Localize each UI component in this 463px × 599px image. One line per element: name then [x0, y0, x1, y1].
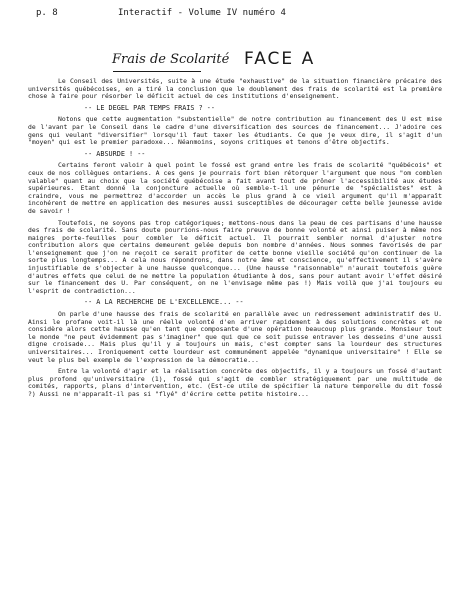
paragraph: Entre la volonté d'agir et la réalisation concrète des objectifs, il y a toujours un fossé d'autant plus profond qu'universitaire (1), fossé qui s'agit de combler stratégiquement par une multitude de comités, rapports, plans d'intervention, etc. (Est-ce utile de spécifier la nature temporelle du dit fossé ?) Aussi ne m'apparaît-il pas si "flyé" d'écrire cette petite histoire...	[28, 367, 442, 398]
article-body	[28, 78, 442, 403]
running-header	[36, 8, 427, 22]
running-title: Interactif - Volume IV numéro 4	[118, 8, 286, 18]
section-heading: -- LE DEGEL PAR TEMPS FRAIS ? --	[84, 103, 215, 112]
paragraph: Le Conseil des Universités, suite à une étude "exhaustive" de la situation financière précaire des universités québécoises, en a tiré la conclusion que le doublement des frais de scolarité est la première chose à faire pour résorber le déficit actuel de ces institutions d'enseignement.	[28, 77, 442, 101]
handwritten-title: Frais de Scolarité	[112, 52, 230, 67]
article-title	[112, 50, 372, 76]
paragraph: Notons que cette augmentation "substentielle" de notre contribution au financement des U est mise de l'avant par le Conseil dans le cadre d'une diversification des sources de financement... J'adoire ces gens qui veulant "diversifier" lorsqu'il faut taxer les étudiants. Ce que je veux dire, il s'agit d'un "moyen" qui est le premier paradoxe... Néanmoins, soyons critiques et tenons d'être objectifs.	[28, 115, 442, 147]
paragraph: Certains feront valoir à quel point le fossé est grand entre les frais de scolarité "québécois" et ceux de nos collègues ontariens. A ces gens je pourrais fort bien rétorquer l'argument que nous "om comblen valable" quant au choix que la société québécoise a fait avant tout de prôner l'accessibilité aux études supérieures. Etant donné la conjoncture actuelle où semble-t-il une pénurie de "spécialistes" est à craindre, vous me permettrez d'accorder un accès le plus grand à ce vieil argument qu'il m'apparaît incohérent de mettre en application des mesures aussi susceptibles de décourager cette belle jeunesse avide de savoir !	[28, 161, 442, 215]
page-number: p. 8	[36, 8, 58, 18]
title-underline	[113, 71, 201, 72]
face-label: FACE A	[244, 49, 316, 69]
paragraph: Toutefois, ne soyons pas trop catégoriques; mettons-nous dans la peau de ces partisans d'une hausse des frais de scolarité. Sans doute pourrions-nous faire preuve de bonne volonté et ainsi puiser à même nos maigres porte-feuilles pour combler le déficit actuel. Il pourrait sembler normal d'ajuster notre contribution alors que certains demeurent gelée depuis bon nombre d'années. Nous sommes favorisés de par l'enseignement que j'on ne reçoit ce serait profiter de cette bonne vieille société qu'on continuer de la sorte plus longtemps... A cela nous répondrons, dans notre âme et conscience, qu'effectivement il s'avère injustifiable de s'objecter à une hausse quelconque... (Une hausse "raisonnable" n'aurait toutefois guère d'autres effets que celui de ne mettre la population étudiante à dos, sans pour autant avoir l'effet désiré sur le financement des U. Par conséquent, on ne l'envisage même pas !) Mais voilà que j'ai toujours eu l'esprit de contradiction...	[28, 218, 442, 295]
section-heading: -- A LA RECHERCHE DE L'EXCELLENCE... --	[84, 298, 244, 307]
section-heading: -- ABSURDE ! --	[84, 149, 146, 158]
paragraph: On parle d'une hausse des frais de scolarité en parallèle avec un redressement administratif des U. Ainsi le profane voit-il là une réelle volonté d'en arriver rapidement à des solutions concrètes et ne considère alors cette hausse qu'en tant que composante d'une opération beaucoup plus grande. Monsieur tout le monde "ne peut évidemment pas s'imaginer" que qui que ce soit puisse entraver les desseins d'une aussi digne croisade... Mais plus qu'il y a toujours un mais, c'est compter sans la lourdeur des structures universitaires... Ironiquement cette lourdeur est communément appelée "dynamique universitaire" ! Elle se veut le plus bel exemple de l'expression de la démocratie...	[28, 310, 442, 364]
